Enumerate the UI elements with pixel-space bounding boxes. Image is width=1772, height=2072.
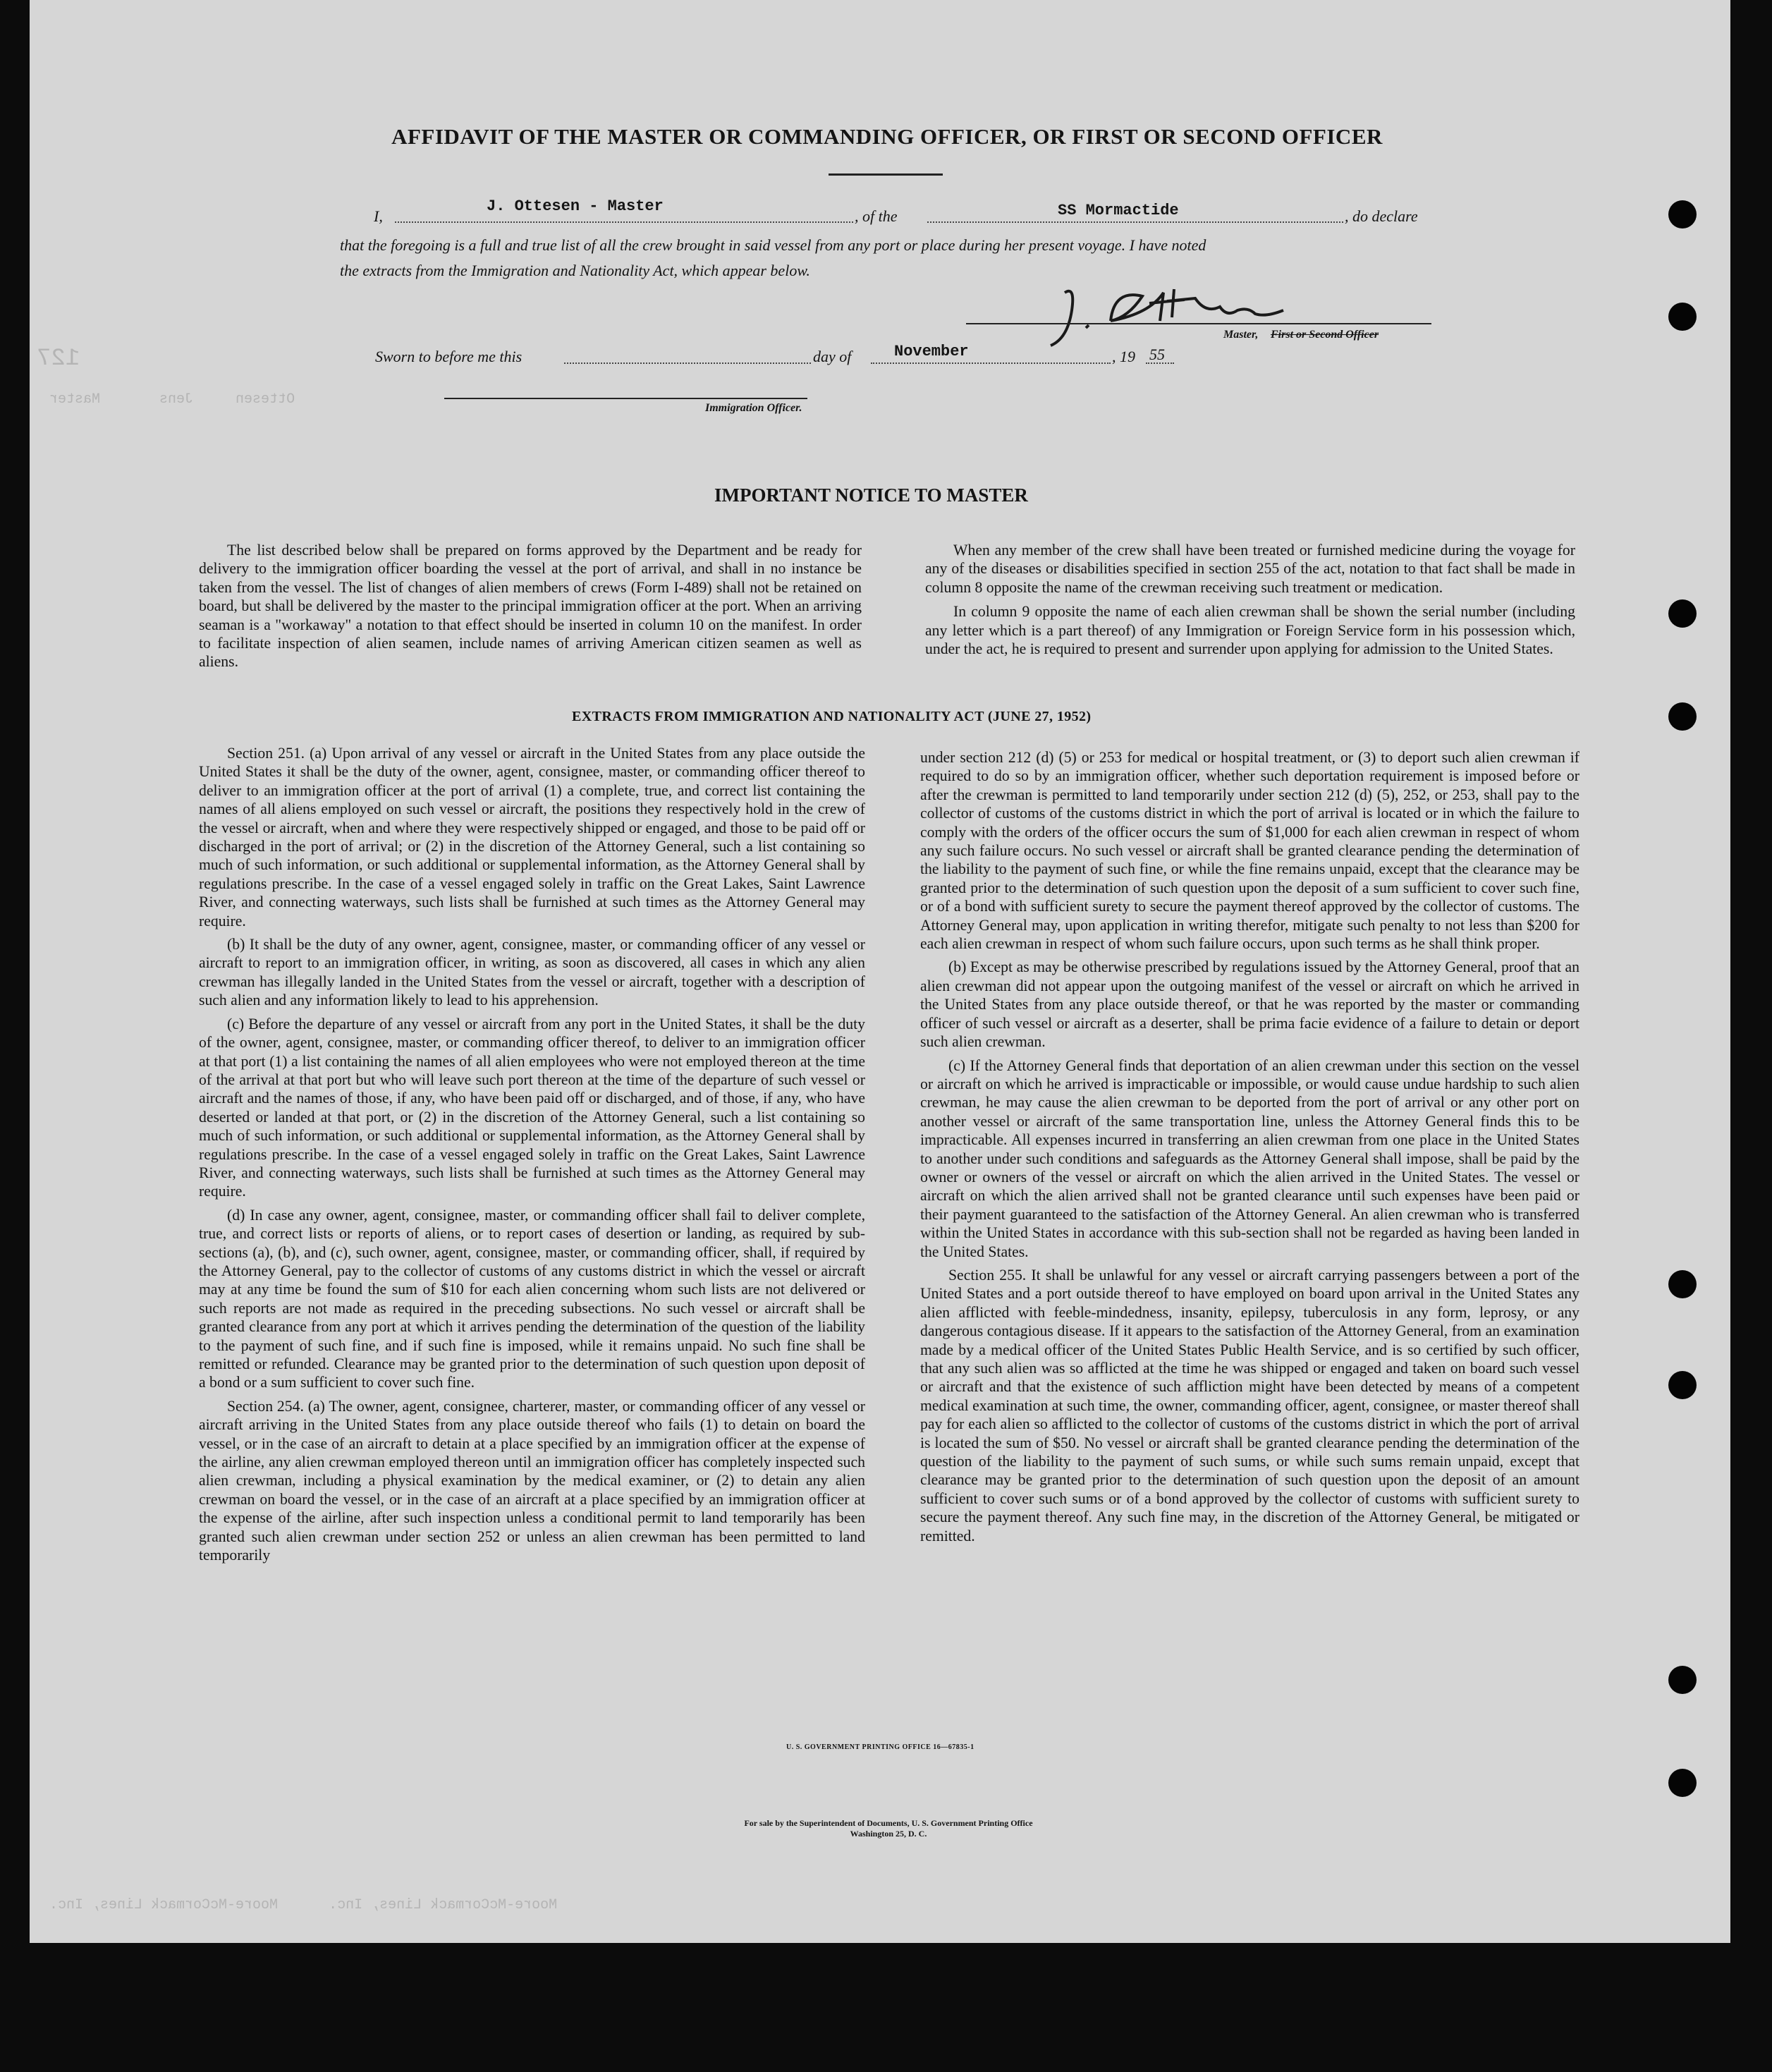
extract-paragraph: (b) Except as may be otherwise prescribed by regulations issued by the Attorney General, proof that an alien crewman did not appear upon the outgoing manifest of the vessel or aircraft on which he arrived in the United States from any place outside thereof, or that he was reported by the master or commanding officer of such vessel or aircraft as a deserter, shall be prima facie evidence of a failure to detain or deport such alien crewman. xyxy=(920,958,1579,1051)
bleed-through-decoration: Ottesen Jens Master xyxy=(49,391,295,408)
i-label: I, xyxy=(374,207,383,225)
year-prefix: , 19 xyxy=(1112,348,1135,365)
affidavit-text-line1: that the foregoing is a full and true list of all the crew brought in said vessel from any port or place during her present voyage. I have noted xyxy=(340,236,1206,254)
punch-hole xyxy=(1668,1270,1697,1298)
month-value: November xyxy=(894,343,969,360)
extract-paragraph: Section 255. It shall be unlawful for any vessel or aircraft carrying passengers between a port of the United States and a port outside thereof to have employed on board upon arrival in the United States any alien afflicted with feeble-mindedness, insanity, epilepsy, tuberculosis in any form, leprosy, or any dangerous contagious disease. If it appears to the satisfaction of the Attorney General, from an examination made by a medical officer of the United States Public Health Service, and is so certified by such officer, that any such alien was so afflicted at the time he was shipped or engaged and taken on board such vessel or aircraft and that the existence of such affliction might have been detected by means of a competent medical examination at such time, the owner, commanding officer, agent, consignee, or master thereof shall pay for each alien so afflicted to the collector of customs of the customs district in which the port of arrival is located the sum of $50. No vessel or aircraft shall be granted clearance pending the determination of the question of the liability to the payment of such sums, or while such sums remain unpaid, except that clearance may be granted prior to the determination of such question upon the deposit of an amount sufficient to cover such sums or of a bond approved by the collector of customs with sufficient surety to secure the payment thereof. Any such fine may, in the discretion of the Attorney General, be mitigated or remitted. xyxy=(920,1266,1579,1544)
day-of-label: day of xyxy=(813,348,852,365)
punch-hole xyxy=(1668,1371,1697,1399)
extracts-title: EXTRACTS FROM IMMIGRATION AND NATIONALITY ACT (JUNE 27, 1952) xyxy=(572,709,1092,724)
title-rule xyxy=(829,173,943,176)
extract-paragraph: (b) It shall be the duty of any owner, agent, consignee, master, or commanding officer of any vessel or aircraft to report to an immigration officer, in writing, as soon as discovered, all cases in which any alien crewman has illegally landed in the United States from the vessel or aircraft, together with a description of such alien and any information likely to lead to his apprehension. xyxy=(199,936,865,1009)
notice-right-column xyxy=(925,541,1575,658)
punch-hole xyxy=(1668,1769,1697,1797)
sworn-day-line xyxy=(564,347,811,364)
signature-line xyxy=(966,323,1431,324)
punch-hole xyxy=(1668,200,1697,228)
immigration-officer-label: Immigration Officer. xyxy=(705,402,802,414)
of-the-label: , of the xyxy=(855,207,898,225)
affidavit-title: AFFIDAVIT OF THE MASTER OR COMMANDING OFFICER, OR FIRST OR SECOND OFFICER xyxy=(391,124,1383,149)
vessel-name: SS Mormactide xyxy=(1058,202,1179,219)
punch-hole xyxy=(1668,599,1697,628)
extract-paragraph: (d) In case any owner, agent, consignee, master, or commanding officer shall fail to deliver complete, true, and correct lists or reports of aliens, or to report cases of desertion or landing, as required by sub-sections (a), (b), and (c), such owner, agent, consignee, master, or commanding officer, shall, if required by the Attorney General, pay to the collector of customs of any customs district in which the vessel or aircraft may at any time be found the sum of $10 for each alien concerning whom such lists are not delivered or such reports are not made as required in the preceding subsections. No such vessel or aircraft shall be granted clearance from any port at which it arrives pending the determination of the question of the liability to the payment of such fine, and if such fine is imposed, while it remains unpaid. No such fine shall be remitted or refunded. Clearance may be granted prior to the determination of such question upon deposit of a bond or a sum sufficient to cover such fine. xyxy=(199,1206,865,1391)
notice-title: IMPORTANT NOTICE TO MASTER xyxy=(714,485,1028,506)
sale-notice xyxy=(635,1818,1142,1839)
master-signature xyxy=(1044,279,1326,356)
affidavit-text-line2: the extracts from the Immigration and Nationality Act, which appear below. xyxy=(340,262,810,279)
declarant-name: J. Ottesen - Master xyxy=(487,197,664,215)
sale-notice-line1: For sale by the Superintendent of Documents, U. S. Government Printing Office xyxy=(744,1818,1033,1828)
notice-left-paragraph: The list described below shall be prepared on forms approved by the Department and be ready for delivery to the immigration officer boarding the vessel at the port of arrival, and shall in no instance be taken from the vessel. The list of changes of alien members of crews (Form I-489) shall not be retained on board, but shall be delivered by the master to the principal immigration officer at the port. When an arriving seaman is a "workaway" a notation to that effect should be inserted in column 10 on the manifest. In order to facilitate inspection of alien seamen, include names of arriving American citizen seamen as well as aliens. xyxy=(199,542,862,671)
extract-paragraph: Section 254. (a) The owner, agent, consignee, charterer, master, or commanding officer of any vessel or aircraft arriving in the United States from any place outside thereof who fails (1) to detain on board the vessel, or in the case of an aircraft to detain at a place specified by an immigration officer at the expense of the airline, any alien crewman employed thereon until an immigration officer has completely inspected such alien crewman, including a physical examination by the medical examiner, or (2) to detain any alien crewman on board the vessel, or in the case of an aircraft at a place specified by an immigration officer at the expense of the airline, after such inspection unless a conditional permit to land temporarily has been granted such alien crewman under section 252 or unless an alien crewman has been permitted to land temporarily xyxy=(199,1397,865,1564)
sale-notice-line2: Washington 25, D. C. xyxy=(850,1829,927,1839)
notice-left-column xyxy=(199,541,862,671)
page-number-bleed: 127 xyxy=(37,346,80,372)
do-declare-label: , do declare xyxy=(1345,207,1418,225)
extracts-left-column xyxy=(199,744,865,1564)
bleed-through-decoration: Moore-McCormack Lines, Inc. Moore-McCormack Lines, Inc. xyxy=(49,1897,558,1913)
immigration-officer-line xyxy=(444,398,807,399)
punch-hole xyxy=(1668,702,1697,731)
notice-right-paragraph: When any member of the crew shall have been treated or furnished medicine during the voyage for any of the diseases or disabilities specified in section 255 of the act, notation to that fact shall be made in column 8 opposite the name of the crewman receiving such treatment or medication. xyxy=(925,542,1575,596)
extract-paragraph: Section 251. (a) Upon arrival of any vessel or aircraft in the United States from any place outside the United States it shall be the duty of the owner, agent, consignee, master, or commanding officer thereof to deliver to an immigration officer at the port of arrival (1) a complete, true, and correct list containing the names of all aliens employed on such vessel or aircraft, the positions they respectively hold in the crew of the vessel or aircraft, when and where they were respectively shipped or engaged, and those to be paid off or discharged in the port of arrival; or (2) in the discretion of the Attorney General, such a list containing so much of such information, or such additional or supplemental information, as the Attorney General shall by regulations prescribe. In the case of a vessel engaged solely in traffic on the Great Lakes, Saint Lawrence River, and connecting waterways, such lists shall be furnished at such times as the Attorney General may require. xyxy=(199,745,865,930)
extracts-right-column xyxy=(920,748,1579,1545)
master-label: Master, xyxy=(1223,329,1259,341)
year-value: 55 xyxy=(1149,346,1165,363)
extract-paragraph: (c) If the Attorney General finds that deportation of an alien crewman under this section on the vessel or aircraft on which he arrived is impracticable or impossible, or would cause undue hardship to such alien crewman, he may cause the alien crewman to be deported from the port of arrival or any other port on another vessel or aircraft of the same transportation line, unless the Attorney General finds this to be impracticable. All expenses incurred in transferring an alien crewman from one place in the United States to another under such conditions and safeguards as the Attorney General shall impose, shall be paid by the owner or owners of the vessel or aircraft on which the alien arrived in the United States. The vessel or aircraft on which the alien arrived shall not be granted clearance until such expenses have been paid or their payment guaranteed to the satisfaction of the Attorney General. An alien crewman who is transferred within the United States in accordance with this sub-section shall not be regarded as having been landed in the United States. xyxy=(920,1056,1579,1260)
punch-hole xyxy=(1668,1666,1697,1694)
extract-paragraph: under section 212 (d) (5) or 253 for medical or hospital treatment, or (3) to deport such alien crewman if required to do so by an immigration officer, whether such deportation requirement is imposed before or after the crewman is permitted to land temporarily under section 212 (d) (5), 252, or 253, shall pay to the collector of customs of the customs district in which the port of arrival is located or in which the failure to comply with the orders of the officer occurs the sum of $1,000 for each alien crewman in respect of whom any such failure occurs. No such vessel or aircraft shall be granted clearance pending the determination of the liability to the payment of such fine, or while the fine remains unpaid, except that the clearance may be granted prior to the determination of such question upon the deposit of a sum sufficient to cover such fine, or of a bond with sufficient surety to secure the payment thereof approved by the collector of customs. The Attorney General may, upon application in writing therefor, mitigate such penalty to not less than $200 for each alien crewman in respect of whom such failure occurs, upon such terms as he shall think proper. xyxy=(920,749,1579,953)
notice-right-paragraph: In column 9 opposite the name of each alien crewman shall be shown the serial number (including any letter which is a part thereof) of any Immigration or Foreign Service form in his possession which, under the act, he is required to present and surrender upon applying for admission to the United States. xyxy=(925,603,1575,658)
sworn-label: Sworn to before me this xyxy=(375,348,523,365)
punch-hole xyxy=(1668,303,1697,331)
extract-paragraph: (c) Before the departure of any vessel or aircraft from any port in the United States, it shall be the duty of the owner, agent, consignee, master, or commanding officer thereof, to deliver to an immigration officer at that port (1) a list containing the names of all alien employees who were not employed thereon at the time of the arrival at that port but who will leave such port thereon at the time of the departure of such vessel or aircraft and the names of those, if any, who have been paid off or discharged, and of those, if any, who have deserted or landed at that port, or (2) in the discretion of the Attorney General, such a list containing so much of such information, or such additional or supplemental information, as the Attorney General shall by regulations prescribe. In the case of a vessel engaged solely in traffic on the Great Lakes, Saint Lawrence River, and connecting waterways, such lists shall be furnished at such times as the Attorney General may require. xyxy=(199,1015,865,1200)
printing-office-imprint: U. S. GOVERNMENT PRINTING OFFICE 16—67835-1 xyxy=(786,1743,974,1751)
struck-officer-label: First or Second Officer xyxy=(1271,329,1379,341)
